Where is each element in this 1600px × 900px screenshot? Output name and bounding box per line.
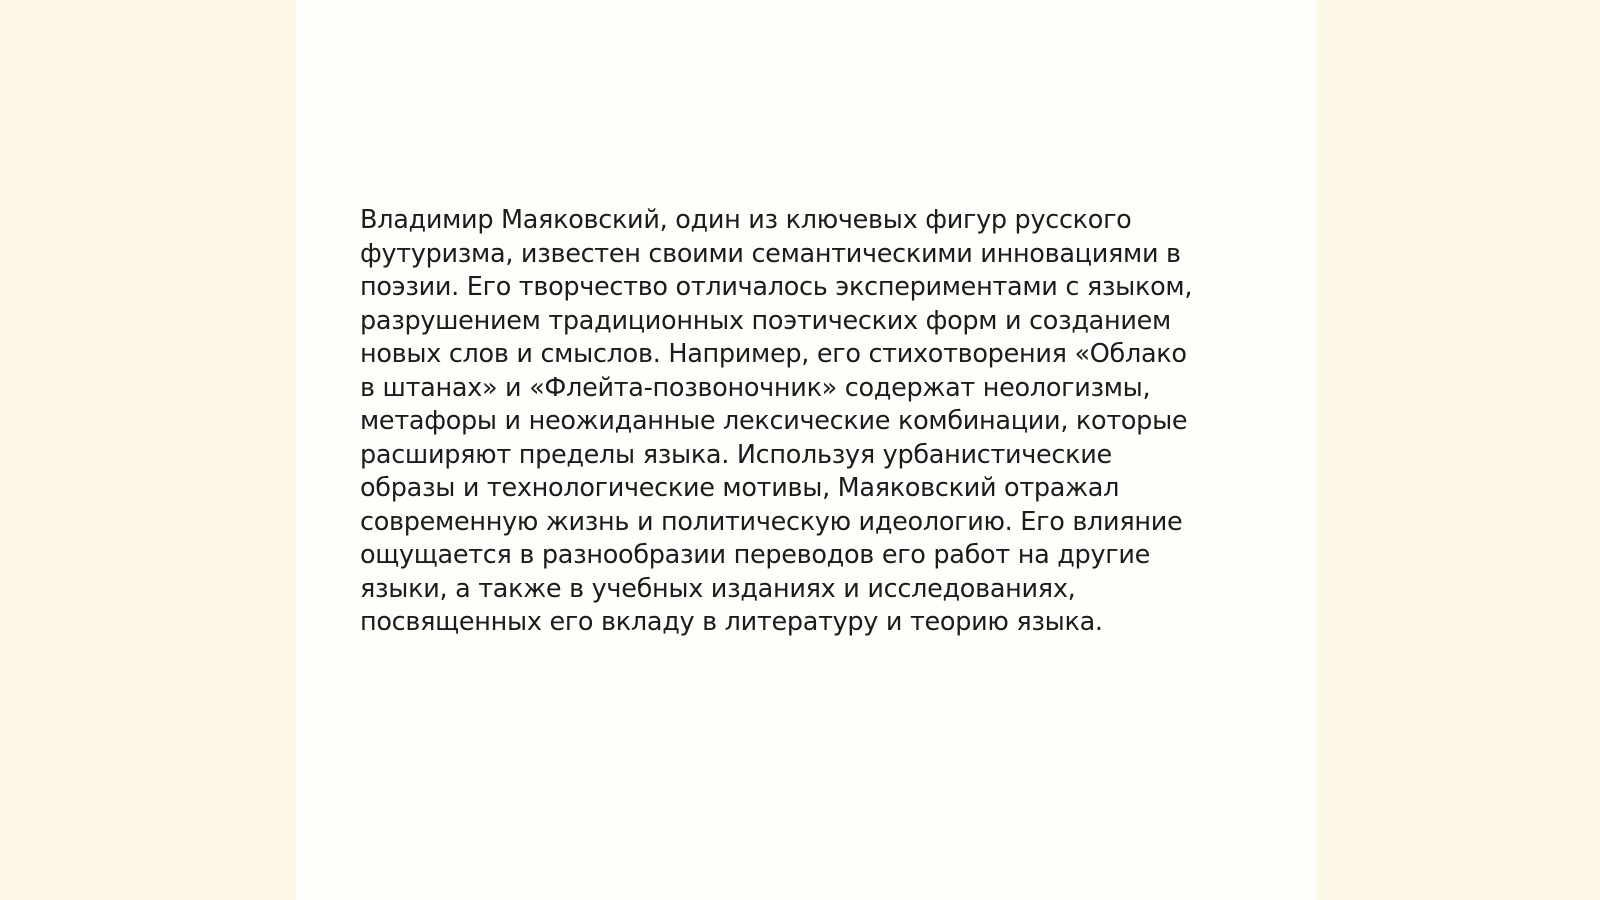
paragraph-line: футуризма, известен своими семантическими инновациями в: [360, 238, 1181, 269]
paragraph-line: разрушением традиционных поэтических форм и созданием: [360, 305, 1171, 336]
paragraph-line: метафоры и неожиданные лексические комбинации, которые: [360, 406, 1188, 436]
paragraph-line: расширяют пределы языка. Используя урбанистические: [360, 439, 1112, 470]
paragraph-line: языки, а также в учебных изданиях и исследованиях,: [360, 573, 1076, 604]
paragraph-line: в штанах» и «Флейта-позвоночник» содержат неологизмы,: [360, 372, 1151, 403]
paragraph-line: ощущается в разнообразии переводов его работ на другие: [360, 540, 1150, 570]
paragraph-line: современную жизнь и политическую идеологию. Его влияние: [360, 506, 1183, 537]
left-margin-panel: [0, 0, 296, 900]
right-margin-panel: [1316, 0, 1600, 900]
paragraph-line: новых слов и смыслов. Например, его стихотворения «Облако: [360, 339, 1187, 369]
slide: [296, 0, 1316, 900]
paragraph-line: поэзии. Его творчество отличалось экспериментами с языком,: [360, 272, 1193, 302]
paragraph-line: образы и технологические мотивы, Маяковский отражал: [360, 473, 1120, 503]
paragraph-line: Владимир Маяковский, один из ключевых фигур русского: [360, 205, 1132, 235]
paragraph-line: посвященных его вкладу в литературу и теорию языка.: [360, 607, 1103, 637]
slide-paragraph: [360, 204, 1260, 640]
